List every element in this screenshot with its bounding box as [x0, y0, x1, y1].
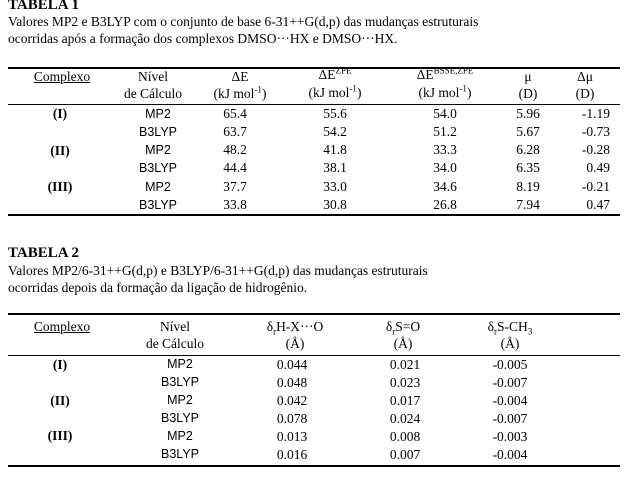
mu-cell: 6.35 [516, 160, 540, 175]
table2-caption-line2: ocorridas depois da formação da ligação de hidrogênio. [8, 280, 308, 295]
method-cell: B3LYP [139, 125, 177, 139]
table2-caption-line1: Valores MP2/6-31++G(d,p) e B3LYP/6-31++G(d,p) das mudanças estruturais [8, 263, 428, 278]
table2-group-label: (II) [50, 393, 70, 408]
mu-cell: 8.19 [516, 179, 540, 194]
table1-header-dEzpe: $\Delta E^{ZPE}$ (kJ mol$^{-1}$) [308, 65, 362, 100]
table1-group-label: (III) [47, 179, 73, 194]
dEzpe-cell: 30.8 [323, 197, 347, 212]
method-cell: MP2 [167, 429, 193, 443]
dE-cell: 44.4 [223, 160, 247, 175]
method-cell: B3LYP [161, 411, 199, 425]
method-cell: MP2 [145, 143, 171, 157]
table2-title: TABELA 2 [8, 245, 79, 261]
table1-header-complexo: Complexo [33, 69, 91, 84]
so-cell: 0.008 [389, 429, 421, 444]
hx-cell: 0.013 [276, 429, 308, 444]
so-cell: 0.024 [389, 411, 421, 426]
dEzpe-cell: 41.8 [323, 142, 347, 157]
dEbsse-cell: 33.3 [433, 142, 457, 157]
so-cell: 0.021 [389, 357, 421, 372]
table1-bottom-rule [8, 214, 620, 216]
dmu-cell: -0.28 [581, 142, 610, 157]
table2-header-sch3: $\delta_rS-CH_3$ (Å) [487, 319, 533, 351]
table1-header-dE: ΔE (kJ mol$^{-1}$) [213, 69, 267, 101]
so-cell: 0.023 [389, 375, 421, 390]
so-cell: 0.007 [389, 447, 421, 462]
table1-title: TABELA 1 [8, 0, 79, 13]
table1-caption-line2: ocorridas após a formação dos complexos DMSO···HX e DMSO···HX. [8, 31, 398, 46]
method-cell: B3LYP [161, 447, 199, 461]
sch3-cell: -0.004 [492, 447, 528, 462]
dEbsse-cell: 34.6 [433, 179, 457, 194]
sch3-cell: -0.004 [492, 393, 528, 408]
table2-header-nivel: Nível de Cálculo [145, 319, 205, 351]
table2-header-hx: $\delta_rH-X\cdot\cdot\cdot O$ (Å) [266, 319, 324, 351]
mu-cell: 7.94 [516, 197, 540, 212]
dE-cell: 65.4 [223, 106, 247, 121]
table2-group-label: (I) [52, 357, 68, 372]
mu-cell: 5.96 [516, 106, 540, 121]
mu-cell: 6.28 [516, 142, 540, 157]
method-cell: B3LYP [139, 161, 177, 175]
table2-top-rule [8, 313, 620, 315]
table2-header-rule [8, 355, 620, 356]
method-cell: MP2 [145, 180, 171, 194]
table1-header-mu: μ (D) [518, 69, 538, 101]
dE-cell: 37.7 [223, 179, 247, 194]
dE-cell: 33.8 [223, 197, 247, 212]
table1-header-dmu: Δμ (D) [575, 69, 595, 101]
sch3-cell: -0.007 [492, 411, 528, 426]
dmu-cell: 0.47 [586, 197, 610, 212]
dE-cell: 63.7 [223, 124, 247, 139]
hx-cell: 0.042 [276, 393, 308, 408]
hx-cell: 0.044 [276, 357, 308, 372]
method-cell: B3LYP [139, 198, 177, 212]
table1-caption [8, 13, 478, 47]
table1-header-rule [8, 104, 620, 105]
table2-bottom-rule [8, 465, 620, 467]
hx-cell: 0.048 [276, 375, 308, 390]
table1-header-nivel: Nível de Cálculo [123, 69, 183, 101]
dEzpe-cell: 38.1 [323, 160, 347, 175]
mu-cell: 5.67 [516, 124, 540, 139]
table1-group-label: (II) [50, 143, 70, 158]
method-cell: MP2 [145, 107, 171, 121]
dmu-cell: 0.49 [586, 160, 610, 175]
dEzpe-cell: 55.6 [323, 106, 347, 121]
dmu-cell: -1.19 [581, 106, 610, 121]
sch3-cell: -0.003 [492, 429, 528, 444]
so-cell: 0.017 [389, 393, 421, 408]
method-cell: B3LYP [161, 375, 199, 389]
sch3-cell: -0.007 [492, 375, 528, 390]
dEzpe-cell: 54.2 [323, 124, 347, 139]
dEbsse-cell: 54.0 [433, 106, 457, 121]
dEbsse-cell: 51.2 [433, 124, 457, 139]
table2-header-so: $\delta_rS=O$ (Å) [385, 319, 421, 351]
table2-caption [8, 262, 428, 296]
table2-header-complexo: Complexo [33, 319, 91, 334]
method-cell: MP2 [167, 357, 193, 371]
table1-group-label: (I) [52, 106, 68, 121]
dE-cell: 48.2 [223, 142, 247, 157]
sch3-cell: -0.005 [492, 357, 528, 372]
dEzpe-cell: 33.0 [323, 179, 347, 194]
table1-caption-line1: Valores MP2 e B3LYP com o conjunto de base 6-31++G(d,p) das mudanças estruturais [8, 14, 479, 29]
dEbsse-cell: 26.8 [433, 197, 457, 212]
dmu-cell: -0.21 [581, 179, 610, 194]
hx-cell: 0.016 [276, 447, 308, 462]
method-cell: MP2 [167, 393, 193, 407]
dmu-cell: -0.73 [581, 124, 610, 139]
table1-header-dEbsse: $\Delta E^{BSSE,ZPE}$ (kJ mol$^{-1}$) [416, 65, 474, 100]
hx-cell: 0.078 [276, 411, 308, 426]
table2-group-label: (III) [47, 428, 73, 443]
dEbsse-cell: 34.0 [433, 160, 457, 175]
